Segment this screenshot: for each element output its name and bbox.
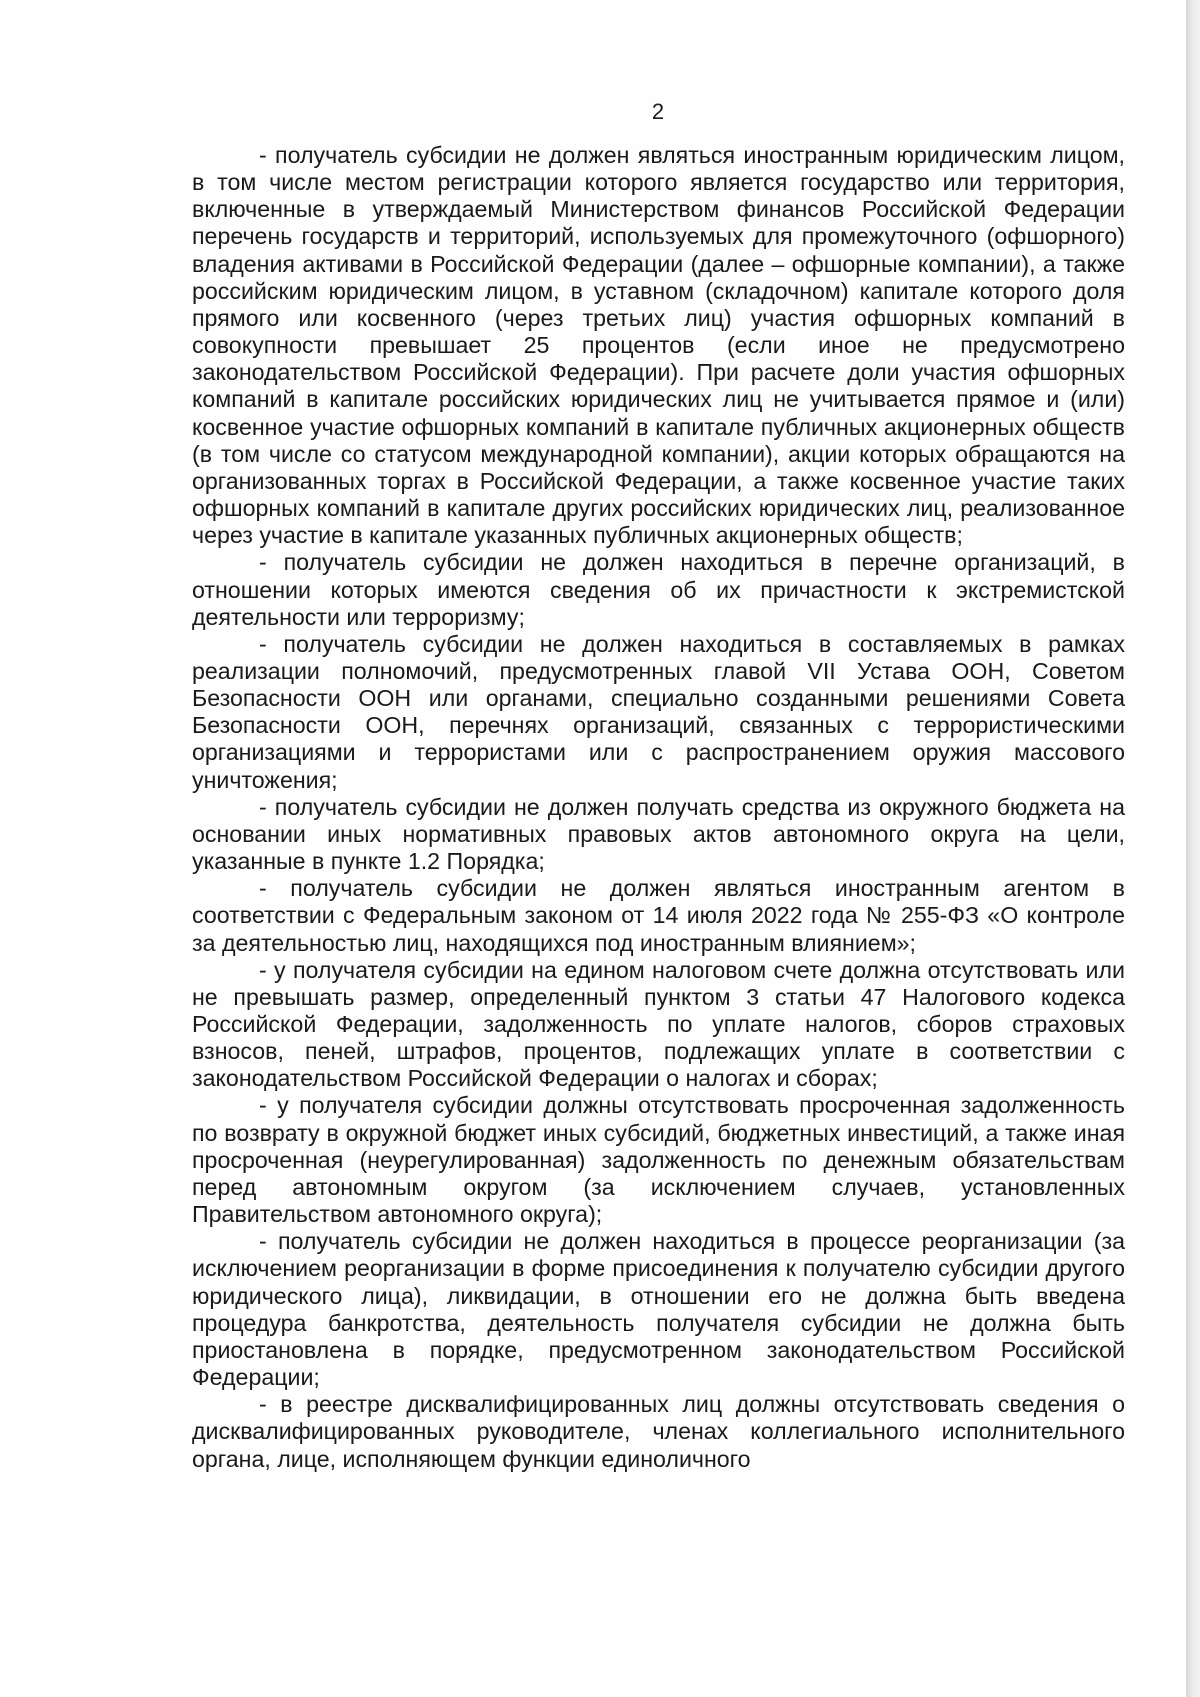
page-number: 2 xyxy=(651,99,665,124)
paragraph-foreign-agent-requirement: - получатель субсидии не должен являться иностранным агентом в соответствии с Федеральным законом от 14 июля 2022 года № 255-ФЗ «О контроле за деятельностью лиц, находящихся под иностранным влиянием»; xyxy=(192,875,1125,956)
paragraph-disqualified-persons-requirement: - в реестре дисквалифицированных лиц должны отсутствовать сведения о дисквалифицированных руководителе, членах коллегиального исполнительного органа, лице, исполняющем функции единоличного xyxy=(192,1391,1125,1472)
paragraph-offshore-requirement: - получатель субсидии не должен являться иностранным юридическим лицом, в том числе местом регистрации которого является государство или территория, включенные в утверждаемый Министерством финансов Российской Федерации перечень государств и территорий, используемых для промежуточного (офшорного) владения активами в Российской Федерации (далее – офшорные компании), а также российским юридическим лицом, в уставном (складочном) капитале которого доля прямого или косвенного (через третьих лиц) участия офшорных компаний в совокупности превышает 25 процентов (если иное не предусмотрено законодательством Российской Федерации). При расчете доли участия офшорных компаний в капитале российских юридических лиц не учитывается прямое и (или) косвенное участие офшорных компаний в капитале публичных акционерных обществ (в том числе со статусом международной компании), акции которых обращаются на организованных торгах в Российской Федерации, а также косвенное участие таких офшорных компаний в капитале других российских юридических лиц, реализованное через участие в капитале указанных публичных акционерных обществ; xyxy=(192,142,1125,549)
paragraph-extremism-requirement: - получатель субсидии не должен находиться в перечне организаций, в отношении которых имеются сведения об их причастности к экстремистской деятельности или терроризму; xyxy=(192,549,1125,630)
paragraph-overdue-debt-requirement: - у получателя субсидии должны отсутствовать просроченная задолженность по возврату в окружной бюджет иных субсидий, бюджетных инвестиций, а также иная просроченная (неурегулированная) задолженность по денежным обязательствам перед автономным округом (за исключением случаев, установленных Правительством автономного округа); xyxy=(192,1092,1125,1228)
paragraph-un-lists-requirement: - получатель субсидии не должен находиться в составляемых в рамках реализации полномочий, предусмотренных главой VII Устава ООН, Советом Безопасности ООН или органами, специально созданными решениями Совета Безопасности ООН, перечнях организаций, связанных с террористическими организациями и террористами или с распространением оружия массового уничтожения; xyxy=(192,630,1125,793)
page-edge-shadow xyxy=(1186,0,1200,1697)
document-body xyxy=(192,142,1125,1473)
paragraph-reorganization-requirement: - получатель субсидии не должен находиться в процессе реорганизации (за исключением реорганизации в форме присоединения к получателю субсидии другого юридического лица), ликвидации, в отношении его не должна быть введена процедура банкротства, деятельность получателя субсидии не должна быть приостановлена в порядке, предусмотренном законодательством Российской Федерации; xyxy=(192,1228,1125,1391)
paragraph-tax-debt-requirement: - у получателя субсидии на едином налоговом счете должна отсутствовать или не превышать размер, определенный пунктом 3 статьи 47 Налогового кодекса Российской Федерации, задолженность по уплате налогов, сборов страховых взносов, пеней, штрафов, процентов, подлежащих уплате в соответствии с законодательством Российской Федерации о налогах и сборах; xyxy=(192,956,1125,1092)
paragraph-budget-funds-requirement: - получатель субсидии не должен получать средства из окружного бюджета на основании иных нормативных правовых актов автономного округа на цели, указанные в пункте 1.2 Порядка; xyxy=(192,793,1125,875)
